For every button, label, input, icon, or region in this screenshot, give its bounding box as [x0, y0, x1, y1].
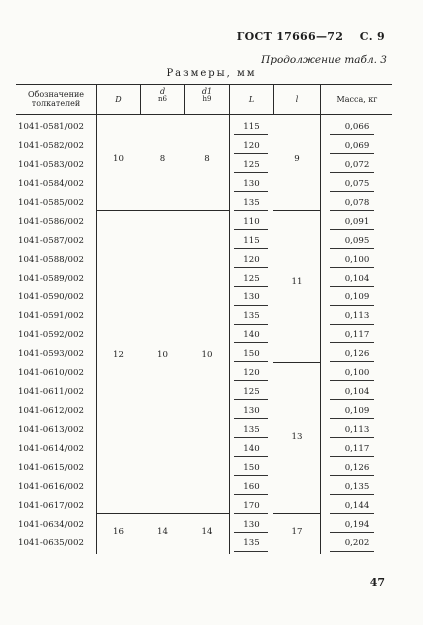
- header-d1: [185, 87, 229, 103]
- mass-cell: 0,144: [344, 501, 370, 511]
- group-l-cell: 17: [291, 527, 303, 537]
- row-rule-L: [234, 437, 268, 438]
- header-bottom-rule: [16, 114, 392, 115]
- row-rule-L: [234, 513, 268, 514]
- designation-cell: 1041-0591/002: [18, 311, 84, 321]
- mass-cell: 0,109: [344, 292, 370, 302]
- row-rule-mass: [330, 324, 374, 325]
- document-header: [237, 30, 385, 43]
- header-L: L: [248, 95, 255, 104]
- row-rule-mass: [330, 532, 374, 533]
- row-rule-L: [234, 380, 268, 381]
- L-cell: 135: [243, 538, 260, 548]
- table-top-rule: [16, 84, 392, 85]
- mass-cell: 0,095: [344, 236, 370, 246]
- group-l-cell: 11: [291, 277, 303, 287]
- designation-cell: 1041-0612/002: [18, 406, 84, 416]
- row-rule-mass: [330, 437, 374, 438]
- row-rule-L: [234, 134, 268, 135]
- row-rule-L: [234, 456, 268, 457]
- row-rule-mass: [330, 475, 374, 476]
- header-designation-line1: Обозначение: [27, 90, 85, 99]
- L-cell: 115: [243, 122, 260, 132]
- header-designation: [18, 90, 94, 108]
- group-D-cell: 10: [113, 154, 124, 164]
- row-rule-L: [234, 494, 268, 495]
- designation-cell: 1041-0615/002: [18, 463, 84, 473]
- row-rule-L: [234, 532, 268, 533]
- L-cell: 125: [243, 387, 260, 397]
- L-cell: 140: [243, 444, 260, 454]
- group-D-cell: 16: [113, 527, 124, 537]
- mass-cell: 0,075: [344, 179, 370, 189]
- mass-cell: 0,078: [344, 198, 370, 208]
- designation-cell: 1041-0614/002: [18, 444, 84, 454]
- group-rule: [273, 362, 320, 363]
- row-rule-L: [234, 229, 268, 230]
- row-rule-L: [234, 418, 268, 419]
- mass-cell: 0,100: [344, 255, 370, 265]
- L-cell: 120: [243, 141, 260, 151]
- row-rule-mass: [330, 342, 374, 343]
- header-d-tolerance: n6: [158, 95, 167, 103]
- L-cell: 150: [243, 463, 260, 473]
- group-d-cell: 8: [159, 154, 166, 164]
- mass-cell: 0,104: [344, 387, 370, 397]
- mass-cell: 0,135: [344, 482, 370, 492]
- L-cell: 130: [243, 292, 260, 302]
- row-rule-L: [234, 305, 268, 306]
- L-cell: 125: [243, 274, 260, 284]
- row-rule-L: [234, 475, 268, 476]
- group-rule: [97, 210, 229, 211]
- row-rule-mass: [330, 286, 374, 287]
- row-rule-L: [234, 153, 268, 154]
- mass-cell: 0,194: [344, 520, 370, 530]
- designation-cell: 1041-0585/002: [18, 198, 84, 208]
- row-rule-L: [234, 324, 268, 325]
- group-rule: [97, 513, 229, 514]
- row-rule-L: [234, 399, 268, 400]
- mass-cell: 0,126: [344, 349, 370, 359]
- header-l: l: [295, 95, 299, 104]
- L-cell: 140: [243, 330, 260, 340]
- row-rule-L: [234, 172, 268, 173]
- mass-cell: 0,066: [344, 122, 370, 132]
- mass-cell: 0,091: [344, 217, 370, 227]
- L-cell: 120: [243, 255, 260, 265]
- row-rule-mass: [330, 399, 374, 400]
- row-rule-mass: [330, 456, 374, 457]
- designation-cell: 1041-0588/002: [18, 255, 84, 265]
- mass-cell: 0,202: [344, 538, 370, 548]
- L-cell: 130: [243, 179, 260, 189]
- row-rule-L: [234, 248, 268, 249]
- row-rule-mass: [330, 229, 374, 230]
- L-cell: 135: [243, 425, 260, 435]
- header-d1-symbol: d1: [201, 87, 213, 96]
- designation-cell: 1041-0635/002: [18, 538, 84, 548]
- row-rule-mass: [330, 513, 374, 514]
- L-cell: 120: [243, 368, 260, 378]
- row-rule-mass: [330, 248, 374, 249]
- row-rule-mass: [330, 210, 374, 211]
- row-rule-mass: [330, 418, 374, 419]
- designation-cell: 1041-0611/002: [18, 387, 84, 397]
- mass-cell: 0,072: [344, 160, 370, 170]
- header-d: [141, 87, 184, 103]
- gost-number: ГОСТ 17666—72: [236, 30, 344, 43]
- group-l-cell: 13: [291, 432, 303, 442]
- designation-cell: 1041-0616/002: [18, 482, 84, 492]
- designation-cell: 1041-0593/002: [18, 349, 84, 359]
- group-d-cell: 10: [157, 350, 168, 360]
- mass-cell: 0,117: [344, 330, 370, 340]
- header-d-symbol: d: [159, 87, 166, 96]
- mass-cell: 0,100: [344, 368, 370, 378]
- row-rule-mass: [330, 191, 374, 192]
- L-cell: 170: [243, 501, 260, 511]
- page-number: 47: [369, 576, 385, 589]
- group-d1-cell: 8: [204, 154, 210, 164]
- row-rule-mass: [330, 361, 374, 362]
- row-rule-L: [234, 210, 268, 211]
- L-cell: 130: [243, 406, 260, 416]
- group-l-cell: 9: [294, 154, 300, 164]
- mass-cell: 0,104: [344, 274, 370, 284]
- row-rule-mass: [330, 153, 374, 154]
- L-cell: 110: [243, 217, 260, 227]
- group-d-cell: 14: [157, 527, 168, 537]
- designation-cell: 1041-0610/002: [18, 368, 84, 378]
- designation-cell: 1041-0590/002: [18, 292, 84, 302]
- L-cell: 135: [243, 311, 260, 321]
- designation-cell: 1041-0617/002: [18, 501, 84, 511]
- row-rule-L: [234, 551, 268, 552]
- mass-cell: 0,109: [344, 406, 370, 416]
- designation-cell: 1041-0586/002: [18, 217, 84, 227]
- row-rule-L: [234, 342, 268, 343]
- mass-cell: 0,126: [344, 463, 370, 473]
- designation-cell: 1041-0584/002: [18, 179, 84, 189]
- group-rule: [273, 210, 320, 211]
- row-rule-L: [234, 267, 268, 268]
- row-rule-mass: [330, 380, 374, 381]
- row-rule-mass: [330, 267, 374, 268]
- row-rule-mass: [330, 134, 374, 135]
- row-rule-mass: [330, 551, 374, 552]
- designation-cell: 1041-0634/002: [18, 520, 84, 530]
- L-cell: 150: [243, 349, 260, 359]
- designation-cell: 1041-0589/002: [18, 274, 84, 284]
- table-continuation-note: Продолжение табл. 3: [261, 54, 387, 66]
- designation-cell: 1041-0582/002: [18, 141, 84, 151]
- header-d1-tolerance: h9: [202, 95, 212, 103]
- L-cell: 135: [243, 198, 260, 208]
- designation-cell: 1041-0592/002: [18, 330, 84, 340]
- row-rule-L: [234, 286, 268, 287]
- page-label: С. 9: [359, 30, 385, 43]
- row-rule-mass: [330, 305, 374, 306]
- group-d1-cell: 14: [201, 527, 213, 537]
- group-d1-cell: 10: [201, 350, 213, 360]
- L-cell: 125: [243, 160, 260, 170]
- mass-cell: 0,117: [344, 444, 370, 454]
- sizes-heading: Размеры, мм: [166, 68, 257, 79]
- mass-cell: 0,113: [344, 425, 370, 435]
- designation-cell: 1041-0581/002: [18, 122, 84, 132]
- group-rule: [273, 513, 320, 514]
- group-D-cell: 12: [113, 350, 124, 360]
- mass-cell: 0,069: [344, 141, 370, 151]
- row-rule-mass: [330, 494, 374, 495]
- designation-cell: 1041-0583/002: [18, 160, 84, 170]
- designation-cell: 1041-0587/002: [18, 236, 84, 246]
- header-designation-line2: толкателей: [31, 99, 81, 108]
- header-mass: Масса, кг: [336, 95, 378, 104]
- row-rule-L: [234, 191, 268, 192]
- col-divider: [320, 84, 321, 554]
- mass-cell: 0,113: [344, 311, 370, 321]
- designation-cell: 1041-0613/002: [18, 425, 84, 435]
- row-rule-mass: [330, 172, 374, 173]
- L-cell: 115: [243, 236, 260, 246]
- L-cell: 160: [243, 482, 260, 492]
- row-rule-L: [234, 361, 268, 362]
- L-cell: 130: [243, 520, 260, 530]
- header-D: D: [115, 95, 122, 104]
